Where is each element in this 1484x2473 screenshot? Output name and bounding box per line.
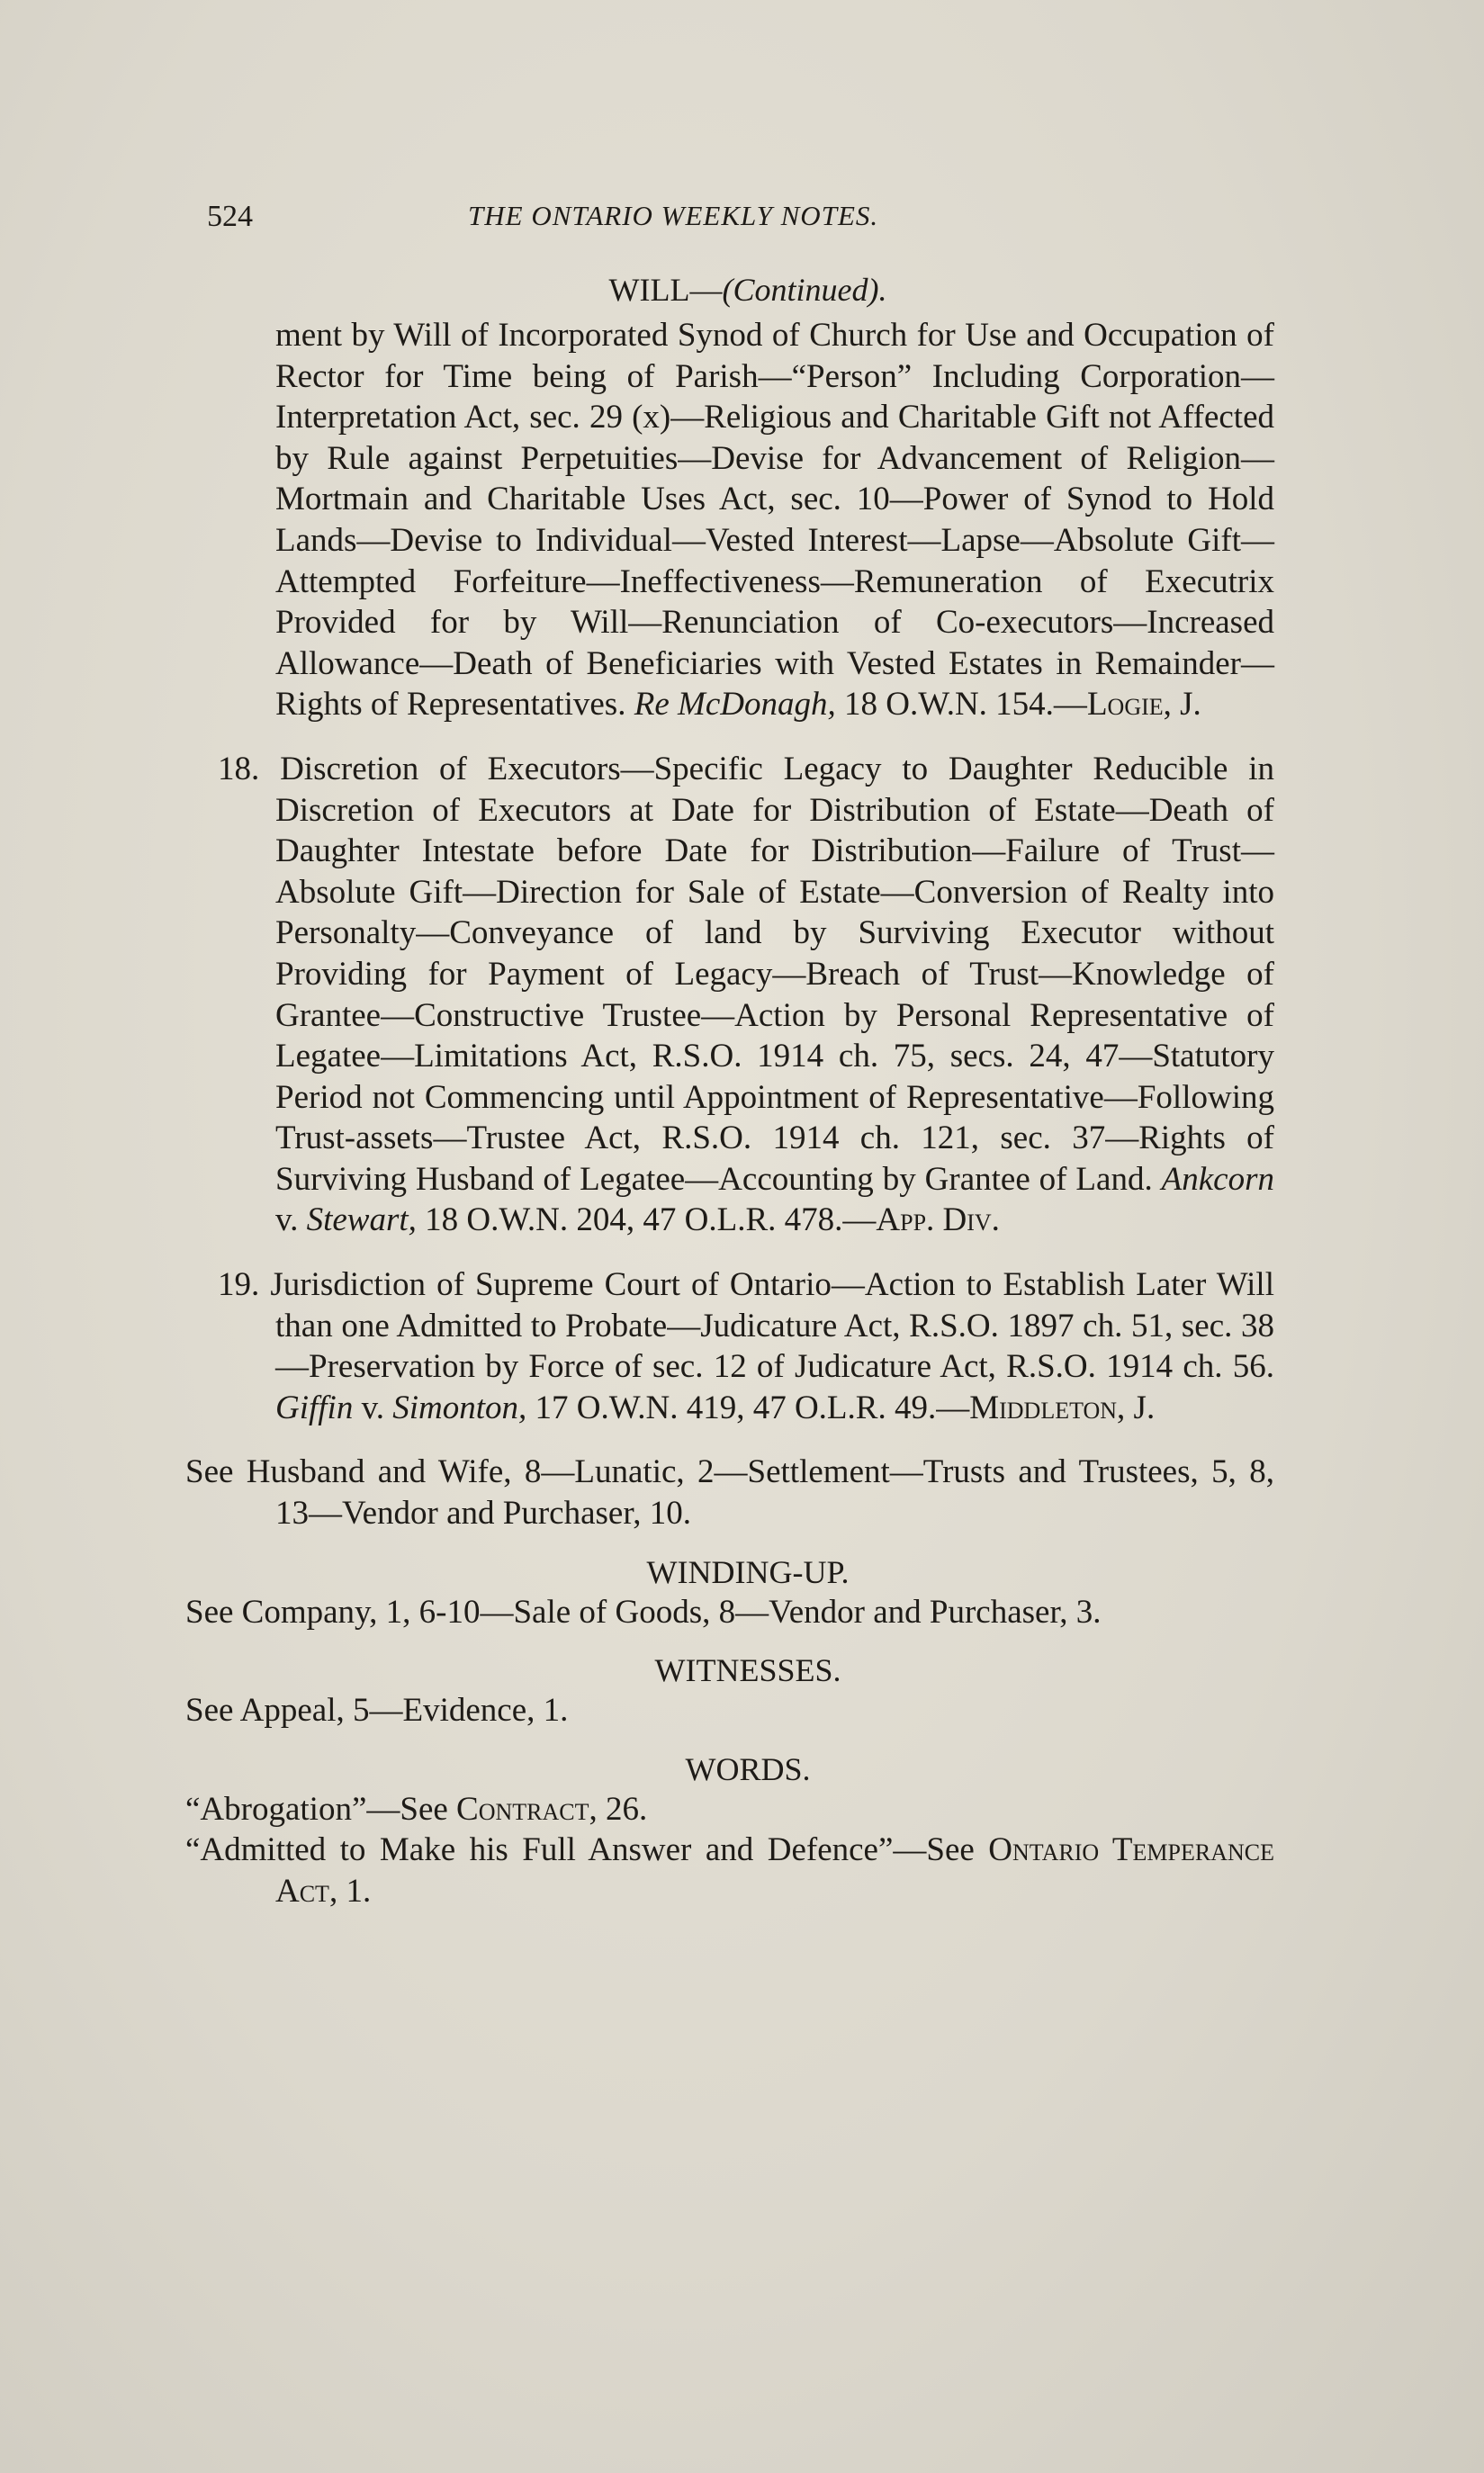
continuation-text: ment by Will of Incorporated Synod of Church for Use and Occupation of Rector for Time being of Parish—“Person” Including Corporation—Interpretation Act, sec. 29 (x)—Religious and Charitable Gift not Affected by Rule against Perpetuities—Devise for Advancement of Religion—Mortmain and Charitable Uses Act, sec. 10—Power of Synod to Hold Lands—Devise to Individual—Vested Interest—Lapse—Absolute Gift—Attempted Forfeiture—Ineffectiveness—Remuneration of Executrix Provided for by Will—Renunciation of Co-executors—Increased Allowance—Death of Beneficiaries with Vested Estates in Remainder—Rights of Representatives. bbox=[275, 317, 1274, 724]
entry19-text: 19. Jurisdiction of Supreme Court of Ontario—Action to Establish Later Will than one Admitted to Probate—Judicature Act, R.S.O. 1897 ch. 51, sec. 38—Preservation by Force of sec. 12 of Judicature Act, R.S.O. 1914 ch. 56. bbox=[218, 1266, 1274, 1386]
will-heading-continued: (Continued). bbox=[722, 272, 887, 308]
entry18-case-v: v. bbox=[275, 1201, 299, 1239]
continuation-tail: J. bbox=[1180, 686, 1201, 724]
entry18-case-a: Ankcorn bbox=[1161, 1160, 1275, 1198]
entry19-case-v: v. bbox=[361, 1389, 384, 1426]
page-number: 524 bbox=[207, 200, 253, 233]
entry18-court: App. Div. bbox=[876, 1201, 1000, 1239]
entry19-cite: 17 O.W.N. 419, 47 O.L.R. 49.— bbox=[535, 1389, 970, 1426]
entry19-tail: J. bbox=[1133, 1389, 1156, 1426]
words-item1-num: 26. bbox=[606, 1790, 648, 1828]
witnesses-text: See Appeal, 5—Evidence, 1. bbox=[185, 1692, 569, 1730]
entry18-cite: 18 O.W.N. 204, 47 O.L.R. 478.— bbox=[425, 1201, 877, 1239]
words-item-admitted bbox=[185, 1830, 1274, 1911]
will-entry-continuation bbox=[185, 315, 1274, 725]
entry19-case-b: Simonton, bbox=[392, 1389, 527, 1426]
page-header bbox=[207, 200, 999, 245]
winding-up-text: See Company, 1, 6-10—Sale of Goods, 8—Vendor and Purchaser, 3. bbox=[185, 1593, 1102, 1631]
will-entry-18 bbox=[185, 749, 1274, 1241]
entry18-text: 18. Discretion of Executors—Specific Legacy to Daughter Reducible in Discretion of Executors at Date for Distribution of Estate—Death of Daughter Intestate before Date for Distribution—Failure of Trust—Absolute Gift—Direction for Sale of Estate—Conversion of Realty into Personalty—Conveyance of land by Surviving Executor without Providing for Payment of Legacy—Breach of Trust—Knowledge of Grantee—Constructive Trustee—Action by Personal Representative of Legatee—Limitations Act, R.S.O. 1914 ch. 75, secs. 24, 47—Statutory Period not Commencing until Appointment of Representative—Following Trust-assets—Trustee Act, R.S.O. 1914 ch. 121, sec. 37—Rights of Surviving Husband of Legatee—Accounting by Grantee of Land. bbox=[218, 750, 1274, 1198]
index-text bbox=[185, 270, 1274, 1912]
continuation-judge: Logie, bbox=[1086, 686, 1172, 724]
will-see-also: See Husband and Wife, 8—Lunatic, 2—Settlement—Trusts and Trustees, 5, 8, 13—Vendor and Purchaser, 10. bbox=[185, 1453, 1274, 1533]
entry19-case-a: Giffin bbox=[275, 1389, 354, 1426]
will-entry-19 bbox=[185, 1264, 1274, 1428]
continuation-cite: 18 O.W.N. 154.— bbox=[843, 686, 1087, 724]
winding-up-heading: WINDING-UP. bbox=[646, 1553, 850, 1590]
will-heading bbox=[185, 270, 1274, 310]
will-heading-text: WILL— bbox=[608, 272, 723, 308]
words-item2-text: “Admitted to Make his Full Answer and Defence”—See bbox=[185, 1831, 975, 1869]
words-item1-ref: Contract, bbox=[456, 1790, 598, 1828]
words-item2-ref: Ontario Temperance Act, bbox=[275, 1831, 1274, 1910]
entry18-case-b: Stewart, bbox=[306, 1201, 417, 1239]
continuation-case: Re McDonagh, bbox=[634, 686, 836, 724]
words-item2-num: 1. bbox=[346, 1873, 372, 1910]
words-item-abrogation bbox=[185, 1789, 1274, 1830]
witnesses-heading: WITNESSES. bbox=[654, 1652, 841, 1689]
words-heading: WORDS. bbox=[685, 1750, 811, 1787]
running-title: THE ONTARIO WEEKLY NOTES. bbox=[468, 200, 879, 231]
entry19-judge: Middleton, bbox=[969, 1389, 1126, 1426]
words-item1-text: “Abrogation”—See bbox=[185, 1790, 448, 1828]
